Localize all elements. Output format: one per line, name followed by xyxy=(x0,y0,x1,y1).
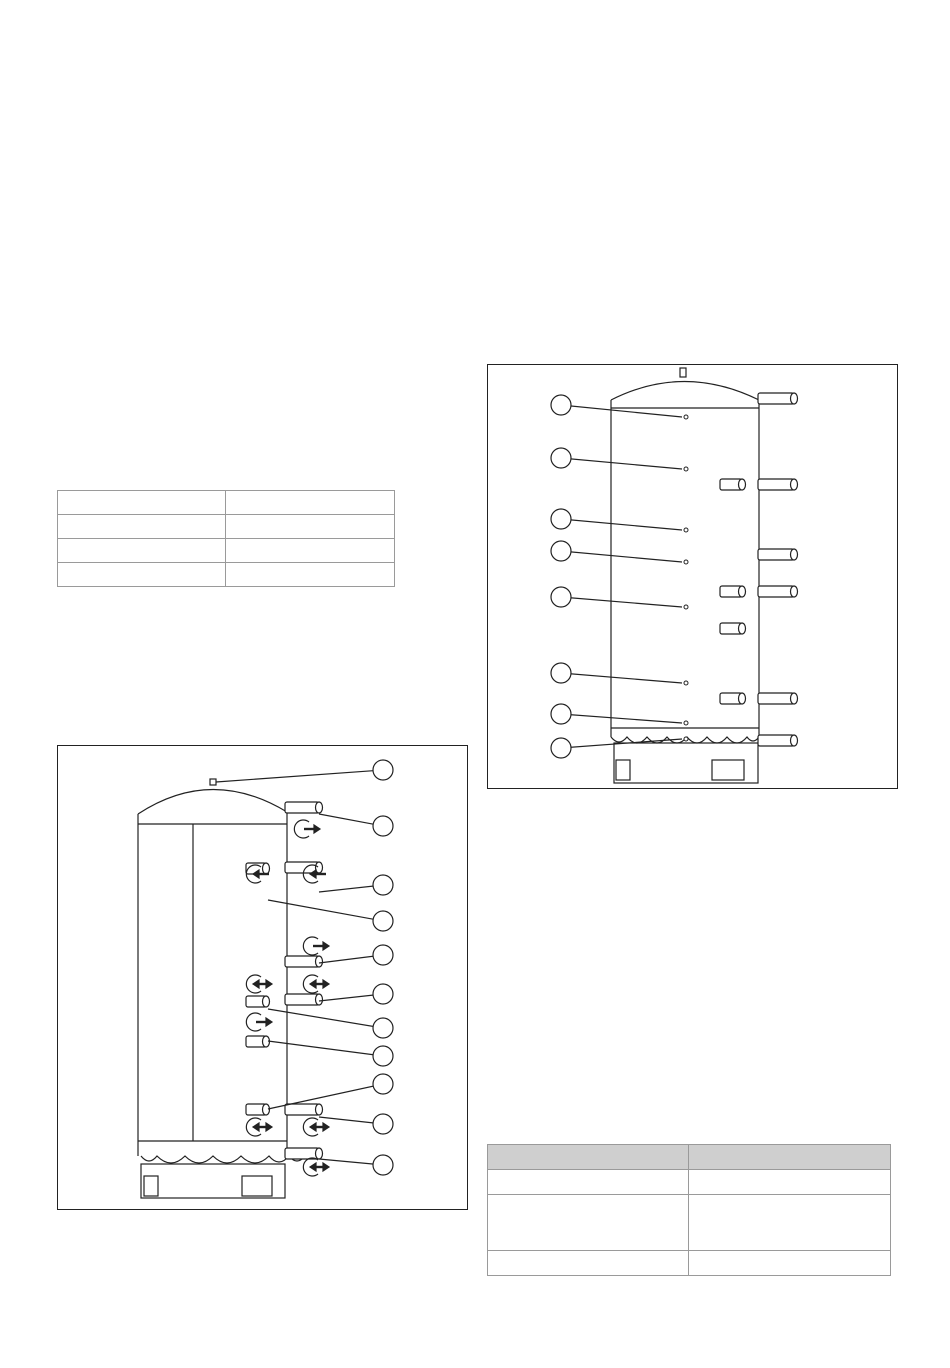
sensor-port xyxy=(684,415,688,419)
table-cell xyxy=(689,1251,891,1276)
table-cell xyxy=(226,539,395,563)
table-row xyxy=(58,563,395,587)
sensor-port xyxy=(684,560,688,564)
table-row xyxy=(58,539,395,563)
flow-arrow-icon xyxy=(303,975,329,993)
sensor-port xyxy=(684,467,688,471)
table-cell xyxy=(58,515,226,539)
table-row xyxy=(488,1170,891,1195)
tank-base xyxy=(141,1164,285,1198)
callout xyxy=(216,760,393,782)
callout xyxy=(551,509,682,530)
sensor-port xyxy=(684,528,688,532)
flow-arrow-icon xyxy=(246,975,272,993)
pipe-connection xyxy=(758,586,798,597)
callout xyxy=(551,395,682,417)
table-cell xyxy=(226,491,395,515)
table-cell xyxy=(488,1251,689,1276)
table-cell xyxy=(58,491,226,515)
pipe-connection xyxy=(758,735,798,746)
callout xyxy=(551,663,682,683)
pipe-connection xyxy=(246,1036,270,1047)
callout xyxy=(319,875,393,895)
table-cell xyxy=(689,1170,891,1195)
tank-bottom-scallops xyxy=(141,1156,305,1163)
flow-arrow-icon xyxy=(294,820,320,838)
table-cell xyxy=(689,1195,891,1251)
table-cell xyxy=(226,563,395,587)
spec-table-left xyxy=(57,490,395,587)
callout xyxy=(319,945,393,965)
tank-connections-figure xyxy=(57,745,468,1210)
callout xyxy=(319,1155,393,1175)
tank-base xyxy=(614,743,758,783)
pipe-connection xyxy=(285,994,323,1005)
callout xyxy=(319,1114,393,1134)
pipe-connection xyxy=(285,1148,323,1159)
sensor-port xyxy=(684,605,688,609)
pipe-connection xyxy=(246,1104,270,1115)
callout xyxy=(551,448,682,469)
tank-dome xyxy=(138,789,287,814)
top-vent xyxy=(210,779,216,785)
spec-table-right xyxy=(487,1144,891,1276)
table-cell xyxy=(488,1195,689,1251)
pipe-connection xyxy=(720,623,746,634)
flow-arrow-icon xyxy=(303,1158,329,1176)
sensor-port xyxy=(684,721,688,725)
tank-sensor-figure xyxy=(487,364,898,789)
pipe-connection xyxy=(720,479,746,490)
table-cell xyxy=(488,1170,689,1195)
callout xyxy=(319,984,393,1004)
table-cell xyxy=(58,539,226,563)
sensor-port xyxy=(684,681,688,685)
callout xyxy=(551,704,682,724)
table-cell xyxy=(226,515,395,539)
callout xyxy=(319,814,393,836)
pipe-connection xyxy=(758,549,798,560)
pipe-connection xyxy=(720,586,746,597)
pipe-connection xyxy=(246,996,270,1007)
flow-arrow-icon xyxy=(303,1118,329,1136)
table-cell xyxy=(58,563,226,587)
callout xyxy=(551,541,682,562)
table-header-cell xyxy=(488,1145,689,1170)
table-header-row xyxy=(488,1145,891,1170)
table-row xyxy=(488,1251,891,1276)
table-row xyxy=(488,1195,891,1251)
flow-arrow-icon xyxy=(246,1013,272,1031)
table-row xyxy=(58,491,395,515)
pipe-connection xyxy=(285,802,323,813)
tank-foot-left xyxy=(616,760,630,780)
flow-arrow-icon xyxy=(303,937,329,955)
pipe-connection xyxy=(758,479,798,490)
pipe-connection xyxy=(720,693,746,704)
pipe-connection xyxy=(758,393,798,404)
callout xyxy=(551,587,682,607)
table-header-cell xyxy=(689,1145,891,1170)
pipe-connection xyxy=(285,956,323,967)
table-row xyxy=(58,515,395,539)
tank-foot-right xyxy=(712,760,744,780)
pipe-connection xyxy=(285,1104,323,1115)
tank-foot-right xyxy=(242,1176,272,1196)
tank-dome xyxy=(611,382,759,401)
flow-arrow-icon xyxy=(246,1118,272,1136)
pipe-connection xyxy=(758,693,798,704)
sensor-port xyxy=(684,737,688,741)
top-nipple xyxy=(680,368,686,377)
tank-sensor-diagram xyxy=(488,365,897,788)
tank-connections-diagram xyxy=(58,746,467,1209)
tank-foot-left xyxy=(144,1176,158,1196)
